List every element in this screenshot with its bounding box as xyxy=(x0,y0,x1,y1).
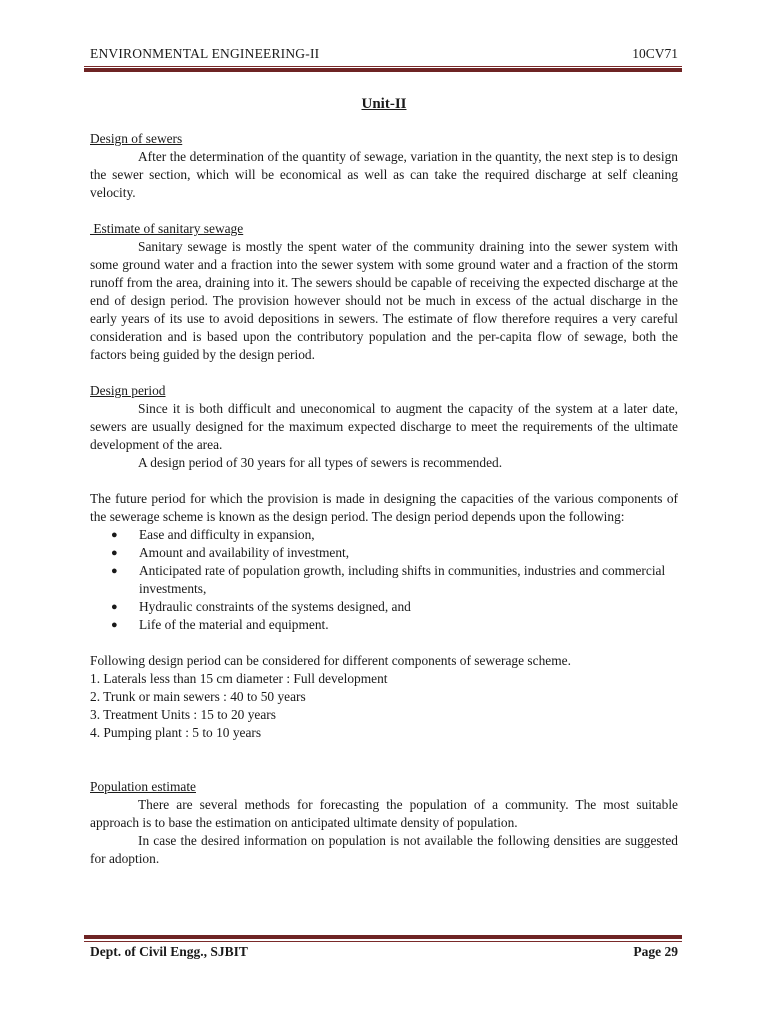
bullet-icon: ● xyxy=(111,529,118,541)
list-item: 3. Treatment Units : 15 to 20 years xyxy=(90,707,276,722)
paragraph-design-of-sewers: After the determination of the quantity of sewage, variation in the quantity, the next step is to design the sewer section, which will be economical as well as can take the required discharge at self cleaning velocity. xyxy=(90,149,678,200)
paragraph-design-period-3: The future period for which the provision is made in designing the capacities of the various components of the sewerage scheme is known as the design period. The design period depends upon the following: xyxy=(90,491,678,524)
paragraph-population-1: There are several methods for forecasting the population of a community. The most suitable approach is to base the estimation on anticipated ultimate density of population. xyxy=(90,797,678,830)
page-header xyxy=(90,46,678,66)
footer-rule-thin xyxy=(84,941,682,942)
paragraph-estimate: Sanitary sewage is mostly the spent water of the community draining into the sewer system with some ground water and a fraction into the sewer system with some ground water and a fraction of the storm runoff from the area, draining into it. The sewers should be capable of receiving the expected discharge at the end of design period. The provision however should not be much in excess of the actual discharge in the early years of its use to avoid depositions in sewers. The estimate of flow therefore requires a very careful consideration and is based upon the contributory population and the per-capita flow of sewage, both the factors being guided by the design period. xyxy=(90,239,678,362)
list-item: ● Anticipated rate of population growth, including shifts in communities, industries and commercial investments, xyxy=(111,563,666,596)
unit-title: Unit-II xyxy=(361,96,407,112)
list-item: ● Life of the material and equipment. xyxy=(111,617,329,632)
paragraph-design-period-2: A design period of 30 years for all types of sewers is recommended. xyxy=(138,455,503,470)
header-subject: ENVIRONMENTAL ENGINEERING-II xyxy=(90,46,320,61)
bullet-icon: ● xyxy=(111,547,118,559)
footer-rule-thick xyxy=(84,935,682,939)
footer-department: Dept. of Civil Engg., SJBIT xyxy=(90,944,248,959)
heading-estimate-of-sanitary-sewage: Estimate of sanitary sewage xyxy=(90,221,244,236)
paragraph-design-period-4: Following design period can be considered for different components of sewerage scheme. xyxy=(90,653,571,668)
heading-design-period: Design period xyxy=(90,383,166,398)
bullet-icon: ● xyxy=(111,619,118,631)
paragraph-design-period-1: Since it is both difficult and uneconomical to augment the capacity of the system at a later date, sewers are usually designed for the maximum expected discharge to meet the requirements of the ultimate development of the area. xyxy=(90,401,678,452)
header-rule-thick xyxy=(84,68,682,72)
bullet-icon: ● xyxy=(111,601,118,613)
list-item: 1. Laterals less than 15 cm diameter : Full development xyxy=(90,671,388,686)
design-period-values-list xyxy=(90,670,678,742)
list-item: ● Hydraulic constraints of the systems designed, and xyxy=(111,599,411,614)
list-item: ● Amount and availability of investment, xyxy=(111,545,350,560)
heading-design-of-sewers: Design of sewers xyxy=(90,131,183,146)
heading-population-estimate: Population estimate xyxy=(90,779,196,794)
page-number: Page 29 xyxy=(633,944,678,959)
list-item: 4. Pumping plant : 5 to 10 years xyxy=(90,725,262,740)
header-rule-thin xyxy=(84,66,682,67)
header-course-code: 10CV71 xyxy=(632,46,678,61)
paragraph-population-2: In case the desired information on population is not available the following densities are suggested for adoption. xyxy=(90,833,678,866)
bullet-icon: ● xyxy=(111,565,118,577)
list-item: ● Ease and difficulty in expansion, xyxy=(111,527,315,542)
page-content xyxy=(90,94,678,868)
list-item: 2. Trunk or main sewers : 40 to 50 years xyxy=(90,689,306,704)
factors-list xyxy=(90,526,678,634)
